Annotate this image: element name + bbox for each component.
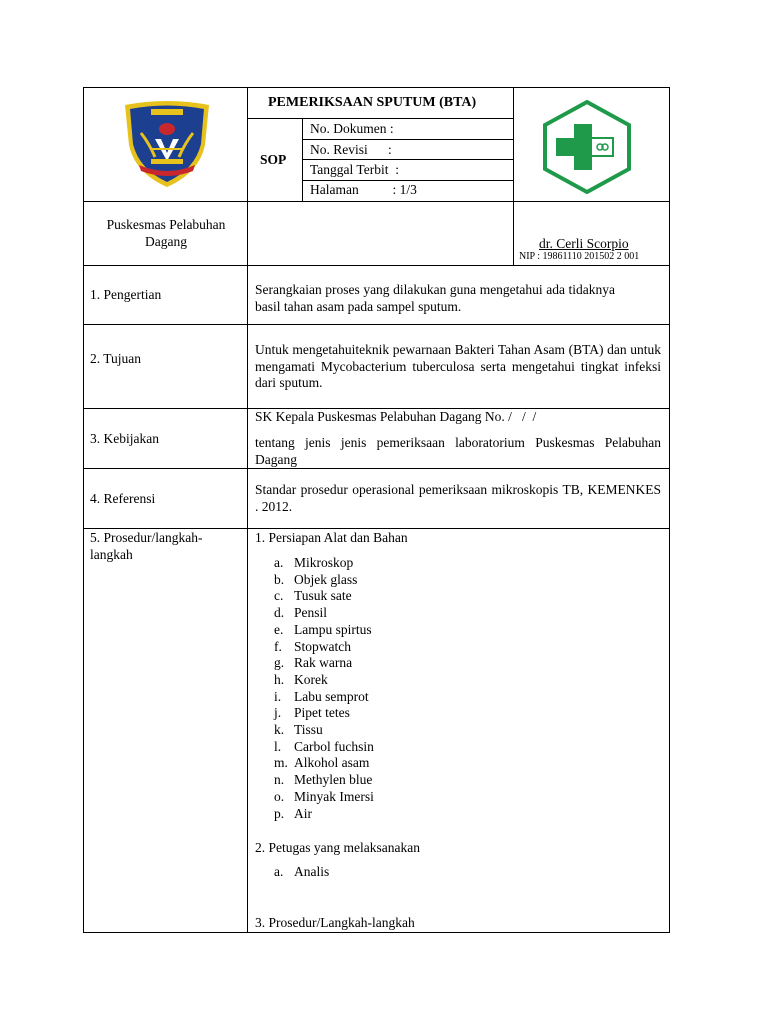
table-border-row5 bbox=[83, 528, 670, 529]
section-text-tujuan: Untuk mengetahuiteknik pewarnaan Bakteri Tahan Asam (BTA) dan untuk mengamati Mycobacterium tuberculosa serta mengetahui tingkat infeksi dari sputum. bbox=[255, 342, 661, 390]
petugas-list bbox=[274, 864, 329, 881]
section-text-kebijakan-sk: SK Kepala Puskesmas Pelabuhan Dagang No. / / / bbox=[255, 409, 537, 424]
table-border-row1 bbox=[83, 265, 670, 266]
prosedur-sub-persiapan: 1. Persiapan Alat dan Bahan bbox=[255, 530, 408, 545]
doc-field-tanggal: Tanggal Terbit : bbox=[310, 162, 399, 177]
table-border-col1 bbox=[247, 87, 248, 933]
list-item: o. Minyak Imersi bbox=[274, 788, 374, 804]
equipment-list bbox=[274, 555, 374, 822]
doc-field-nomor: No. Dokumen : bbox=[310, 121, 394, 136]
table-border-bottom bbox=[83, 932, 670, 933]
table-border-row4 bbox=[83, 468, 670, 469]
list-item: k. Tissu bbox=[274, 722, 323, 738]
table-border-header-bottom bbox=[83, 201, 670, 202]
section-label-prosedur: 5. Prosedur/langkah-langkah bbox=[90, 530, 203, 562]
list-item: a. Mikroskop bbox=[274, 555, 354, 570]
list-item: b. Objek glass bbox=[274, 571, 358, 587]
regional-emblem-icon bbox=[121, 99, 213, 191]
doc-field-divider-2 bbox=[302, 159, 513, 160]
section-label-referensi: 4. Referensi bbox=[90, 491, 156, 506]
doc-field-halaman: Halaman : 1/3 bbox=[310, 182, 417, 197]
header-title-divider bbox=[247, 118, 513, 119]
prosedur-sub-petugas: 2. Petugas yang melaksanakan bbox=[255, 840, 420, 855]
organization-name: Puskesmas Pelabuhan Dagang bbox=[106, 217, 226, 249]
section-label-kebijakan: 3. Kebijakan bbox=[90, 431, 159, 446]
list-item: e. Lampu spirtus bbox=[274, 621, 372, 637]
doc-field-divider-3 bbox=[302, 180, 513, 181]
list-item: g. Rak warna bbox=[274, 655, 353, 671]
list-item: m. Alkohol asam bbox=[274, 755, 370, 771]
prosedur-sub-langkah: 3. Prosedur/Langkah-langkah bbox=[255, 915, 415, 930]
puskesmas-logo-icon bbox=[541, 100, 633, 194]
list-item: l. Carbol fuchsin bbox=[274, 738, 374, 754]
list-item: n. Methylen blue bbox=[274, 772, 373, 788]
list-item: p. Air bbox=[274, 805, 312, 821]
table-border-row2 bbox=[83, 324, 670, 325]
section-label-tujuan: 2. Tujuan bbox=[90, 351, 142, 366]
section-text-kebijakan-tentang: tentang jenis jenis pemeriksaan laboratorium Puskesmas Pelabuhan Dagang bbox=[255, 435, 661, 467]
document-title: PEMERIKSAAN SPUTUM (BTA) bbox=[268, 95, 477, 110]
doc-field-divider-1 bbox=[302, 139, 513, 140]
section-text-pengertian: Serangkaian proses yang dilakukan guna mengetahui ada tidaknya basil tahan asam pada sampel sputum. bbox=[255, 282, 615, 314]
section-text-referensi: Standar prosedur operasional pemeriksaan mikroskopis TB, KEMENKES . 2012. bbox=[255, 482, 661, 514]
signer-nip: NIP : 19861110 201502 2 001 bbox=[519, 251, 640, 262]
table-border-top bbox=[83, 87, 670, 88]
section-label-pengertian: 1. Pengertian bbox=[90, 287, 162, 302]
list-item: i. Labu semprot bbox=[274, 688, 369, 704]
signer-name: dr. Cerli Scorpio bbox=[539, 236, 629, 251]
table-border-right bbox=[669, 87, 670, 933]
list-item: f. Stopwatch bbox=[274, 638, 351, 654]
sop-label: SOP bbox=[260, 152, 287, 167]
doc-field-revisi: No. Revisi : bbox=[310, 142, 392, 157]
table-border-col-logo bbox=[513, 87, 514, 265]
list-item: j. Pipet tetes bbox=[274, 705, 350, 721]
list-item: h. Korek bbox=[274, 671, 328, 687]
list-item: d. Pensil bbox=[274, 605, 328, 621]
list-item: c. Tusuk sate bbox=[274, 588, 352, 604]
table-border-left bbox=[83, 87, 84, 933]
list-item: a. Analis bbox=[274, 864, 330, 879]
